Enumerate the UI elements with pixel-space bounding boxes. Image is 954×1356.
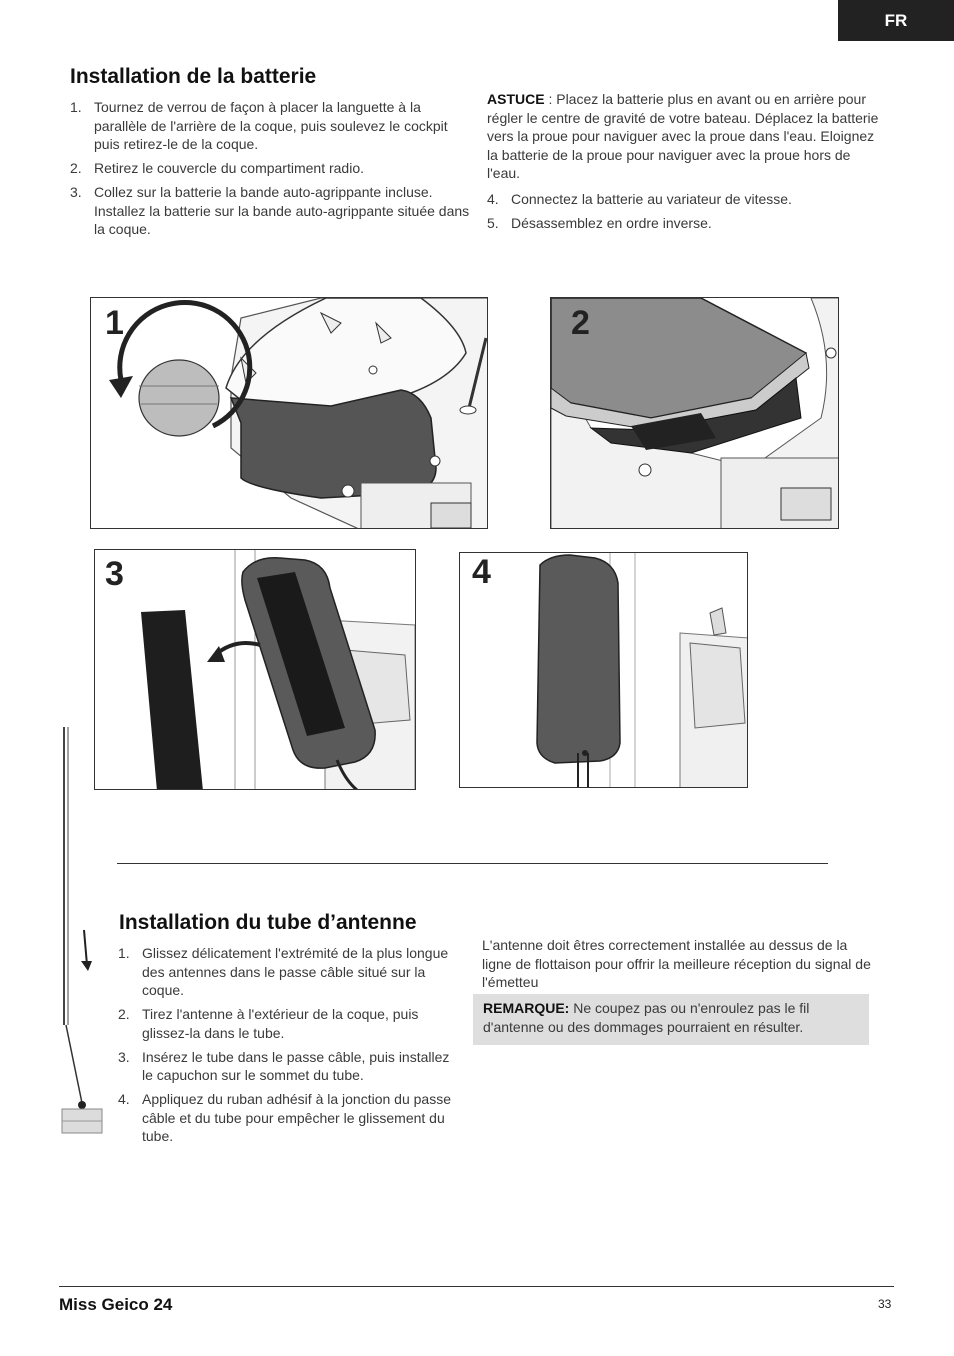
figure-2 — [550, 297, 839, 529]
antenna-steps-list — [118, 944, 453, 1151]
step-text: Insérez le tube dans le passe câble, puis installez le capuchon sur le sommet du tube. — [142, 1048, 450, 1083]
figure-2-illustration — [551, 298, 839, 529]
step-number: 3. — [118, 1048, 130, 1065]
step-number: 4. — [487, 191, 499, 207]
step-text: Collez sur la batterie la bande auto-agrippante incluse. Installez la batterie sur la bande auto-agrippante située dans la coque. — [94, 184, 470, 237]
step-number: 1. — [70, 99, 82, 115]
step-text: Tournez de verrou de façon à placer la languette à la parallèle de l'arrière de la coque, puis soulevez le cockpit puis retirez-le de la coque. — [94, 99, 448, 152]
figure-3-number: 3 — [105, 555, 124, 593]
list-item — [487, 214, 887, 233]
figure-3-illustration — [95, 550, 416, 790]
language-label: FR — [884, 10, 908, 30]
step-text: Appliquez du ruban adhésif à la jonction du passe câble et du tube pour empêcher le glissement du tube. — [142, 1091, 451, 1144]
figure-2-number: 2 — [571, 304, 590, 342]
step-number: 3. — [70, 184, 82, 200]
battery-steps-list-continued — [487, 190, 887, 238]
step-text: Connectez la batterie au variateur de vitesse. — [511, 191, 792, 207]
battery-section-title: Installation de la batterie — [70, 65, 317, 88]
language-tab — [838, 0, 954, 41]
list-item — [118, 944, 453, 1000]
battery-tip — [487, 90, 887, 183]
antenna-note-box — [473, 994, 869, 1045]
antenna-intro: L'antenne doit êtres correctement installée au dessus de la ligne de flottaison pour offrir la meilleure réception du signal de l'émetteu — [482, 937, 871, 990]
tip-label: ASTUCE — [487, 91, 545, 107]
figure-1-number: 1 — [105, 304, 124, 342]
antenna-section-title: Installation du tube d’antenne — [119, 911, 417, 934]
step-number: 5. — [487, 215, 499, 231]
step-text: Retirez le couvercle du compartiment radio. — [94, 160, 365, 176]
figure-4 — [459, 552, 748, 788]
list-item — [70, 159, 470, 178]
footer-divider — [59, 1286, 894, 1287]
step-number: 2. — [70, 160, 82, 176]
figure-1 — [90, 297, 488, 529]
antenna-tube-illustration — [58, 725, 108, 1145]
note-label: REMARQUE: — [483, 1000, 570, 1016]
list-item — [118, 1005, 453, 1042]
step-text: Désassemblez en ordre inverse. — [511, 215, 712, 231]
section-divider — [117, 863, 828, 864]
tip-text: : Placez la batterie plus en avant ou en arrière pour régler le centre de gravité de votre bateau. Déplacez la batterie vers la proue pour naviguer avec la proue dans l'eau. Eloignez la batterie de la proue pour naviguer avec la proue hors de l'eau. — [487, 91, 879, 181]
step-text: Glissez délicatement l'extrémité de la plus longue des antennes dans le passe câble situé sur la coque. — [142, 945, 449, 998]
list-item — [70, 183, 470, 239]
page-number: 33 — [878, 1297, 892, 1311]
list-item — [118, 1048, 453, 1085]
step-number: 2. — [118, 1006, 130, 1022]
step-number: 4. — [118, 1091, 130, 1107]
list-item — [487, 190, 887, 209]
list-item — [70, 98, 470, 154]
figure-3 — [94, 549, 416, 790]
step-number: 1. — [118, 945, 130, 961]
battery-steps-list — [70, 98, 470, 244]
footer-title: Miss Geico 24 — [59, 1295, 173, 1314]
note-text: Ne coupez pas ou n'enroulez pas le fil d'antenne ou des dommages pourraient en résulter. — [483, 1000, 810, 1035]
figure-4-illustration — [460, 553, 748, 788]
figure-4-number: 4 — [472, 553, 491, 591]
list-item — [118, 1090, 453, 1146]
step-text: Tirez l'antenne à l'extérieur de la coque, puis glissez-la dans le tube. — [142, 1006, 419, 1041]
figure-1-illustration — [91, 298, 488, 529]
